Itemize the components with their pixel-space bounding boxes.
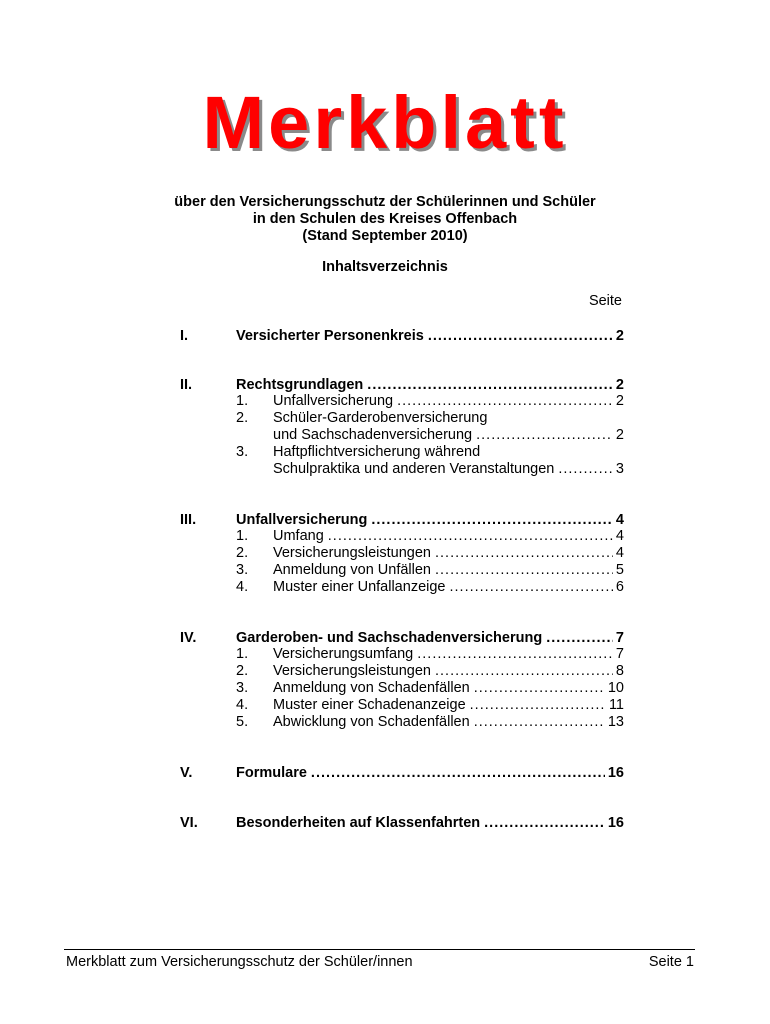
section-number: VI. <box>180 815 198 831</box>
section-page: 16 <box>607 765 624 781</box>
section-title: Besonderheiten auf Klassenfahrten <box>236 815 481 831</box>
item-title: Versicherungsleistungen <box>273 545 431 561</box>
dot-leader <box>435 663 613 680</box>
subtitle-line-3: (Stand September 2010) <box>302 228 468 244</box>
item-number: 2. <box>236 410 249 426</box>
section-entry <box>236 327 624 345</box>
dot-leader <box>397 393 613 410</box>
item-title: Muster einer Schadenanzeige <box>273 697 466 713</box>
item-page: 10 <box>607 680 624 696</box>
dot-leader <box>546 629 613 647</box>
item-page: 3 <box>615 461 624 477</box>
item-title: Abwicklung von Schadenfällen <box>273 714 470 730</box>
page-column-label: Seite <box>588 293 622 309</box>
item-number: 5. <box>236 714 249 730</box>
item-number: 1. <box>236 393 249 409</box>
item-title: Haftpflichtversicherung während <box>273 444 481 460</box>
item-page: 5 <box>615 562 624 578</box>
item-number: 4. <box>236 697 249 713</box>
section-entry <box>236 376 624 394</box>
dot-leader <box>449 579 612 596</box>
item-page: 8 <box>615 663 624 679</box>
section-number: I. <box>180 328 189 344</box>
item-page: 11 <box>608 697 624 713</box>
footer-page-number: Seite 1 <box>648 954 694 970</box>
section-page: 2 <box>615 377 624 393</box>
item-number: 2. <box>236 545 249 561</box>
section-page: 4 <box>615 512 624 528</box>
toc-item <box>236 680 624 697</box>
section-entry <box>236 814 624 832</box>
dot-leader <box>428 327 613 345</box>
item-page: 7 <box>615 646 624 662</box>
item-number: 1. <box>236 528 249 544</box>
toc-item <box>236 410 624 427</box>
footer-title: Merkblatt zum Versicherungsschutz der Schüler/innen <box>66 954 413 970</box>
item-number: 4. <box>236 579 249 595</box>
section-number: III. <box>180 512 197 528</box>
dot-leader <box>435 562 613 579</box>
section-title: Unfallversicherung <box>236 512 368 528</box>
dot-leader <box>371 511 613 529</box>
dot-leader <box>311 764 605 782</box>
item-title: und Sachschadenversicherung <box>273 427 473 443</box>
toc-heading: Inhaltsverzeichnis <box>322 259 448 275</box>
item-number: 2. <box>236 663 249 679</box>
item-title: Unfallversicherung <box>273 393 394 409</box>
toc-item <box>236 663 624 680</box>
item-title: Umfang <box>273 528 324 544</box>
item-number: 1. <box>236 646 249 662</box>
section-page: 7 <box>615 630 624 646</box>
dot-leader <box>476 427 613 444</box>
toc-item <box>236 579 624 596</box>
document-title: Merkblatt <box>202 81 568 164</box>
toc-item <box>236 562 624 579</box>
item-page: 13 <box>607 714 624 730</box>
toc-item <box>236 545 624 562</box>
section-number: II. <box>180 377 193 393</box>
section-page: 2 <box>615 328 624 344</box>
section-title: Versicherter Personenkreis <box>236 328 424 344</box>
item-number: 3. <box>236 444 249 460</box>
item-page: 6 <box>615 579 624 595</box>
dot-leader <box>558 461 613 478</box>
section-page: 16 <box>607 815 624 831</box>
toc-item-continuation <box>273 461 624 478</box>
item-number: 3. <box>236 680 249 696</box>
dot-leader <box>367 376 613 394</box>
section-entry <box>236 511 624 529</box>
footer-divider <box>64 949 695 950</box>
section-entry <box>236 764 624 782</box>
dot-leader <box>470 697 606 714</box>
section-title: Rechtsgrundlagen <box>236 377 364 393</box>
item-title: Schüler-Garderobenversicherung <box>273 410 488 426</box>
dot-leader <box>484 814 605 832</box>
item-title: Schulpraktika und anderen Veranstaltungen <box>273 461 555 477</box>
dot-leader <box>474 680 605 697</box>
item-title: Anmeldung von Unfällen <box>273 562 431 578</box>
toc-item <box>236 714 624 731</box>
toc-item <box>236 393 624 410</box>
section-number: IV. <box>180 630 197 646</box>
subtitle-line-1: über den Versicherungsschutz der Schülerinnen und Schüler <box>174 194 596 210</box>
section-title: Formulare <box>236 765 307 781</box>
item-title: Versicherungsleistungen <box>273 663 431 679</box>
toc-item <box>236 444 624 461</box>
item-page: 4 <box>615 545 624 561</box>
item-title: Versicherungsumfang <box>273 646 414 662</box>
section-entry <box>236 629 624 647</box>
toc-item <box>236 646 624 663</box>
section-number: V. <box>180 765 193 781</box>
item-number: 3. <box>236 562 249 578</box>
dot-leader <box>474 714 605 731</box>
toc-item <box>236 528 624 545</box>
item-title: Muster einer Unfallanzeige <box>273 579 446 595</box>
toc-item <box>236 697 624 714</box>
dot-leader <box>328 528 613 545</box>
toc-item-continuation <box>273 427 624 444</box>
item-title: Anmeldung von Schadenfällen <box>273 680 470 696</box>
section-title: Garderoben- und Sachschadenversicherung <box>236 630 543 646</box>
item-page: 4 <box>615 528 624 544</box>
dot-leader <box>417 646 613 663</box>
item-page: 2 <box>615 427 624 443</box>
item-page: 2 <box>615 393 624 409</box>
dot-leader <box>435 545 613 562</box>
subtitle-line-2: in den Schulen des Kreises Offenbach <box>252 211 518 227</box>
